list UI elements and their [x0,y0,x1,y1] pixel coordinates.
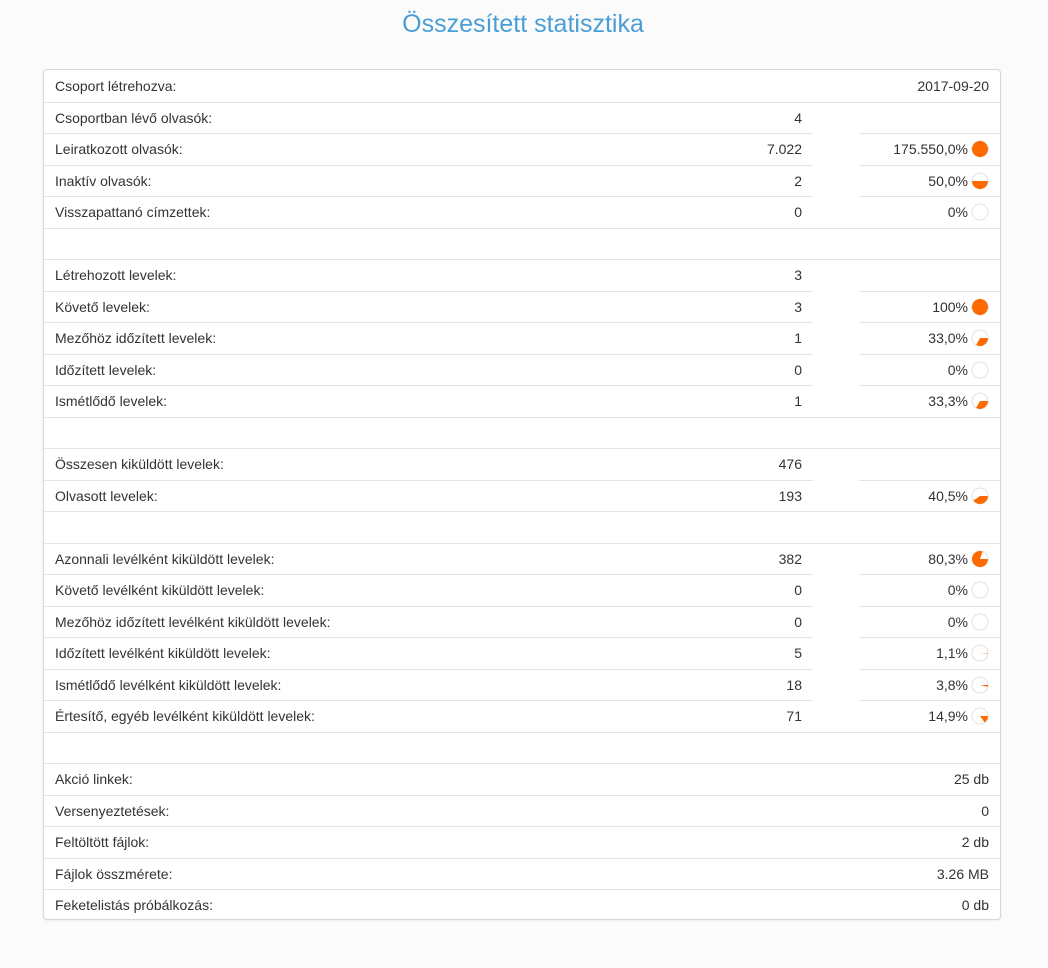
row-value: 0 [794,613,802,630]
row-percent: 0% [947,204,968,220]
row-divider [859,606,1000,607]
table-row [44,322,1000,354]
table-row [44,133,1000,165]
row-value: 193 [778,487,802,504]
row-label: Értesítő, egyéb levélként kiküldött levelek: [55,708,315,724]
row-divider [859,196,1000,197]
row-value: 0 [981,802,989,819]
row-value: 3 [794,267,802,283]
row-percent: 80,3% [928,550,968,567]
row-value: 2 db [961,834,989,850]
pie-chart-icon [971,140,989,158]
table-row [44,669,1000,701]
row-divider [44,385,813,386]
row-value: 18 [786,676,802,693]
row-percent: 100% [932,298,968,315]
table-row [44,543,1000,575]
row-label: Visszapattanó címzettek: [55,204,211,220]
table-row [44,385,1000,417]
row-value: 7.022 [766,141,802,157]
row-value: 3.26 MB [936,865,989,882]
row-label: Mezőhöz időzített levelek: [55,330,217,346]
row-divider [44,259,1000,260]
row-value: 5 [794,645,802,661]
table-row [44,826,1000,858]
row-label: Csoportban lévő olvasók: [55,109,213,126]
row-divider [44,637,813,638]
row-divider [44,165,813,166]
row-label: Követő levélként kiküldött levelek: [55,582,265,598]
row-divider [859,480,1000,481]
row-label: Ismétlődő levélként kiküldött levelek: [55,676,282,693]
row-divider [859,574,1000,575]
row-percent: 0% [947,361,968,378]
row-label: Leiratkozott olvasók: [55,141,183,157]
row-label: Olvasott levelek: [55,487,158,504]
table-row [44,480,1000,512]
row-value: 3 [794,298,802,315]
row-percent: 40,5% [928,487,968,504]
row-divider [859,354,1000,355]
stats-table [43,69,1001,920]
row-label: Inaktív olvasók: [55,172,152,189]
table-row [44,70,1000,102]
pie-chart-icon [971,392,989,410]
row-divider [44,480,813,481]
row-label: Akció linkek: [55,771,133,787]
row-divider [44,889,1000,890]
table-row [44,165,1000,197]
row-divider [44,417,1000,418]
row-divider [44,858,1000,859]
spacer-row [44,511,1000,543]
row-label: Összesen kiküldött levelek: [55,456,224,472]
page-title: Összesített statisztika [402,10,644,38]
table-row [44,700,1000,732]
row-divider [44,196,813,197]
row-value: 0 db [961,897,989,913]
row-label: Feltöltött fájlok: [55,834,150,850]
table-row [44,102,1000,134]
pie-chart-icon [971,676,989,694]
table-row [44,763,1000,795]
row-label: Azonnali levélként kiküldött levelek: [55,550,275,567]
row-divider [859,637,1000,638]
row-value: 4 [794,109,802,126]
row-value: 382 [778,550,802,567]
row-divider [44,133,813,134]
pie-chart-icon [971,613,989,631]
pie-chart-icon [971,172,989,190]
row-divider [44,322,813,323]
row-percent: 1,1% [936,645,968,661]
row-divider [44,606,813,607]
row-divider [44,543,1000,544]
row-value: 1 [794,393,802,409]
row-value: 2017-09-20 [917,78,989,94]
row-value: 25 db [953,771,989,787]
spacer-row [44,228,1000,260]
table-row [44,574,1000,606]
pie-chart-icon [971,298,989,316]
table-row [44,637,1000,669]
row-label: Csoport létrehozva: [55,78,177,94]
row-value: 2 [794,172,802,189]
pie-chart-icon [971,361,989,379]
pie-chart-icon [971,329,989,347]
row-value: 0 [794,582,802,598]
row-percent: 33,0% [928,330,968,346]
row-value: 71 [786,708,802,724]
row-divider [44,354,813,355]
table-row [44,606,1000,638]
table-row [44,354,1000,386]
row-divider [859,165,1000,166]
row-label: Ismétlődő levelek: [55,393,168,409]
row-percent: 33,3% [928,393,968,409]
table-row [44,196,1000,228]
pie-chart-icon [971,203,989,221]
row-value: 1 [794,330,802,346]
row-percent: 14,9% [928,708,968,724]
pie-slice [972,181,988,189]
row-divider [859,385,1000,386]
row-label: Létrehozott levelek: [55,267,177,283]
row-divider [44,574,813,575]
row-divider [44,102,1000,103]
pie-chart-icon [971,644,989,662]
row-value: 476 [778,456,802,472]
row-divider [859,133,1000,134]
row-divider [44,795,1000,796]
pie-chart-icon [971,707,989,725]
row-divider [44,763,1000,764]
row-divider [859,669,1000,670]
spacer-row [44,417,1000,449]
table-row [44,259,1000,291]
row-divider [44,826,1000,827]
table-row [44,291,1000,323]
row-divider [859,700,1000,701]
row-percent: 0% [947,582,968,598]
row-label: Fájlok összmérete: [55,865,173,882]
row-divider [44,511,1000,512]
row-divider [44,228,1000,229]
row-label: Mezőhöz időzített levélként kiküldött levelek: [55,613,331,630]
pie-chart-icon [971,487,989,505]
row-percent: 0% [947,613,968,630]
table-row [44,448,1000,480]
row-divider [44,700,813,701]
row-value: 0 [794,361,802,378]
row-value: 0 [794,204,802,220]
pie-slice [972,299,988,315]
row-divider [44,669,813,670]
row-label: Versenyeztetések: [55,802,170,819]
table-row [44,795,1000,827]
row-percent: 175.550,0% [893,141,968,157]
row-label: Időzített levelek: [55,361,157,378]
table-row [44,889,1000,921]
row-divider [44,732,1000,733]
pie-slice [972,141,988,157]
row-percent: 3,8% [936,676,968,693]
row-divider [859,322,1000,323]
row-divider [859,291,1000,292]
row-divider [44,291,813,292]
pie-chart-icon [971,581,989,599]
spacer-row [44,732,1000,764]
row-percent: 50,0% [928,172,968,189]
table-row [44,858,1000,890]
row-label: Feketelistás próbálkozás: [55,897,213,913]
row-divider [44,448,1000,449]
row-label: Időzített levélként kiküldött levelek: [55,645,271,661]
row-label: Követő levelek: [55,298,150,315]
pie-chart-icon [971,550,989,568]
